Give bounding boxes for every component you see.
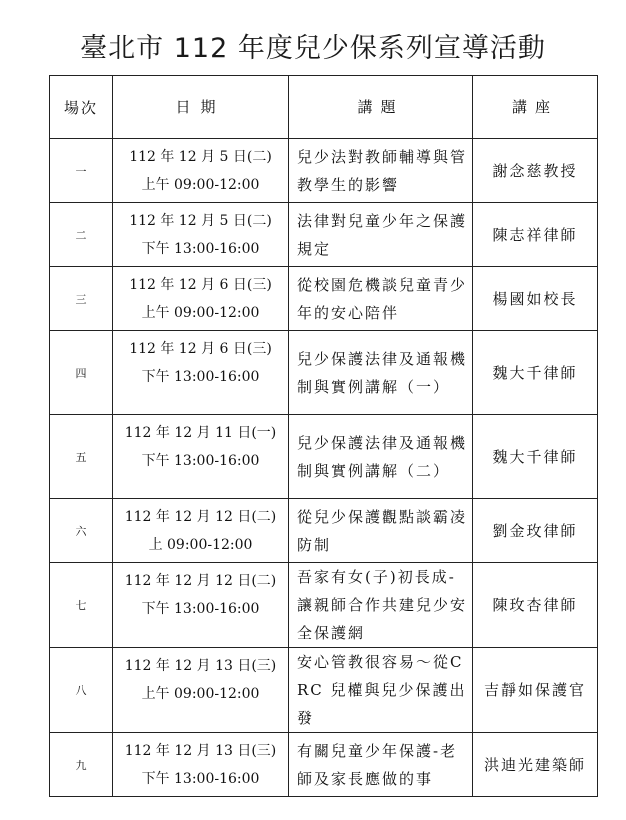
- date-time: 上午 09:00-12:00: [141, 686, 260, 702]
- topic-cell: 兒少保護法律及通報機制與實例講解（一）: [289, 331, 473, 415]
- table-row: [50, 415, 598, 499]
- date-cell: [113, 203, 289, 267]
- session-number: 九: [50, 733, 113, 797]
- session-number: 八: [50, 648, 113, 733]
- date-time: 下午 13:00-16:00: [141, 453, 260, 469]
- date-day: 112 年 12 月 13 日(三): [124, 742, 277, 759]
- topic-cell: 安心管教很容易～從CRC 兒權與兒少保護出發: [289, 648, 473, 733]
- table-row: [50, 139, 598, 203]
- date-cell: [113, 648, 289, 733]
- date-day: 112 年 12 月 12 日(二): [124, 508, 277, 525]
- table-row: [50, 203, 598, 267]
- session-number: 一: [50, 139, 113, 203]
- date-time: 上午 09:00-12:00: [141, 304, 260, 321]
- session-number: 六: [50, 499, 113, 563]
- topic-cell: 從兒少保護觀點談霸凌防制: [289, 499, 473, 563]
- speaker-cell: 吉靜如保護官: [473, 648, 598, 733]
- date-cell: [113, 499, 289, 563]
- date-time: 下午 13:00-16:00: [141, 770, 260, 787]
- date-cell: [113, 415, 289, 499]
- speaker-cell: 楊國如校長: [473, 267, 598, 331]
- date-cell: [113, 733, 289, 797]
- topic-cell: 從校園危機談兒童青少年的安心陪伴: [289, 267, 473, 331]
- date-day: 112 年 12 月 6 日(三): [129, 341, 272, 357]
- date-day: 112 年 12 月 13 日(三): [124, 658, 277, 674]
- speaker-cell: 謝念慈教授: [473, 139, 598, 203]
- page-title: 臺北市 112 年度兒少保系列宣導活動: [80, 33, 546, 64]
- header-speaker: 講座: [473, 76, 598, 139]
- topic-cell: 法律對兒童少年之保護規定: [289, 203, 473, 267]
- table-header-row: [50, 76, 598, 139]
- header-topic: 講題: [289, 76, 473, 139]
- date-cell: [113, 331, 289, 415]
- topic-cell: 有關兒童少年保護-老師及家長應做的事: [289, 733, 473, 797]
- speaker-cell: 魏大千律師: [473, 415, 598, 499]
- date-cell: [113, 563, 289, 648]
- topic-cell: 兒少保護法律及通報機制與實例講解（二）: [289, 415, 473, 499]
- date-day: 112 年 12 月 5 日(二): [129, 212, 272, 229]
- speaker-cell: 洪迪光建築師: [473, 733, 598, 797]
- date-day: 112 年 12 月 12 日(二): [124, 573, 277, 589]
- table-row: [50, 267, 598, 331]
- date-day: 112 年 12 月 11 日(一): [124, 425, 277, 441]
- date-time: 上 09:00-12:00: [148, 536, 253, 553]
- session-number: 七: [50, 563, 113, 648]
- table-row: [50, 733, 598, 797]
- date-day: 112 年 12 月 6 日(三): [129, 276, 272, 293]
- session-number: 四: [50, 331, 113, 415]
- date-time: 下午 13:00-16:00: [141, 601, 260, 617]
- date-time: 上午 09:00-12:00: [141, 176, 260, 193]
- table-row: [50, 648, 598, 733]
- topic-cell: 吾家有女(子)初長成-讓親師合作共建兒少安全保護網: [289, 563, 473, 648]
- session-number: 二: [50, 203, 113, 267]
- date-cell: [113, 267, 289, 331]
- speaker-cell: 劉金玫律師: [473, 499, 598, 563]
- speaker-cell: 陳玫杏律師: [473, 563, 598, 648]
- table-row: [50, 331, 598, 415]
- header-date: 日期: [113, 76, 289, 139]
- date-time: 下午 13:00-16:00: [141, 240, 260, 257]
- topic-cell: 兒少法對教師輔導與管教學生的影響: [289, 139, 473, 203]
- date-time: 下午 13:00-16:00: [141, 369, 260, 385]
- table-row: [50, 499, 598, 563]
- schedule-table: [49, 75, 598, 797]
- session-number: 三: [50, 267, 113, 331]
- date-cell: [113, 139, 289, 203]
- table-row: [50, 563, 598, 648]
- date-day: 112 年 12 月 5 日(二): [129, 148, 272, 165]
- speaker-cell: 陳志祥律師: [473, 203, 598, 267]
- speaker-cell: 魏大千律師: [473, 331, 598, 415]
- session-number: 五: [50, 415, 113, 499]
- header-session: 場次: [50, 76, 113, 139]
